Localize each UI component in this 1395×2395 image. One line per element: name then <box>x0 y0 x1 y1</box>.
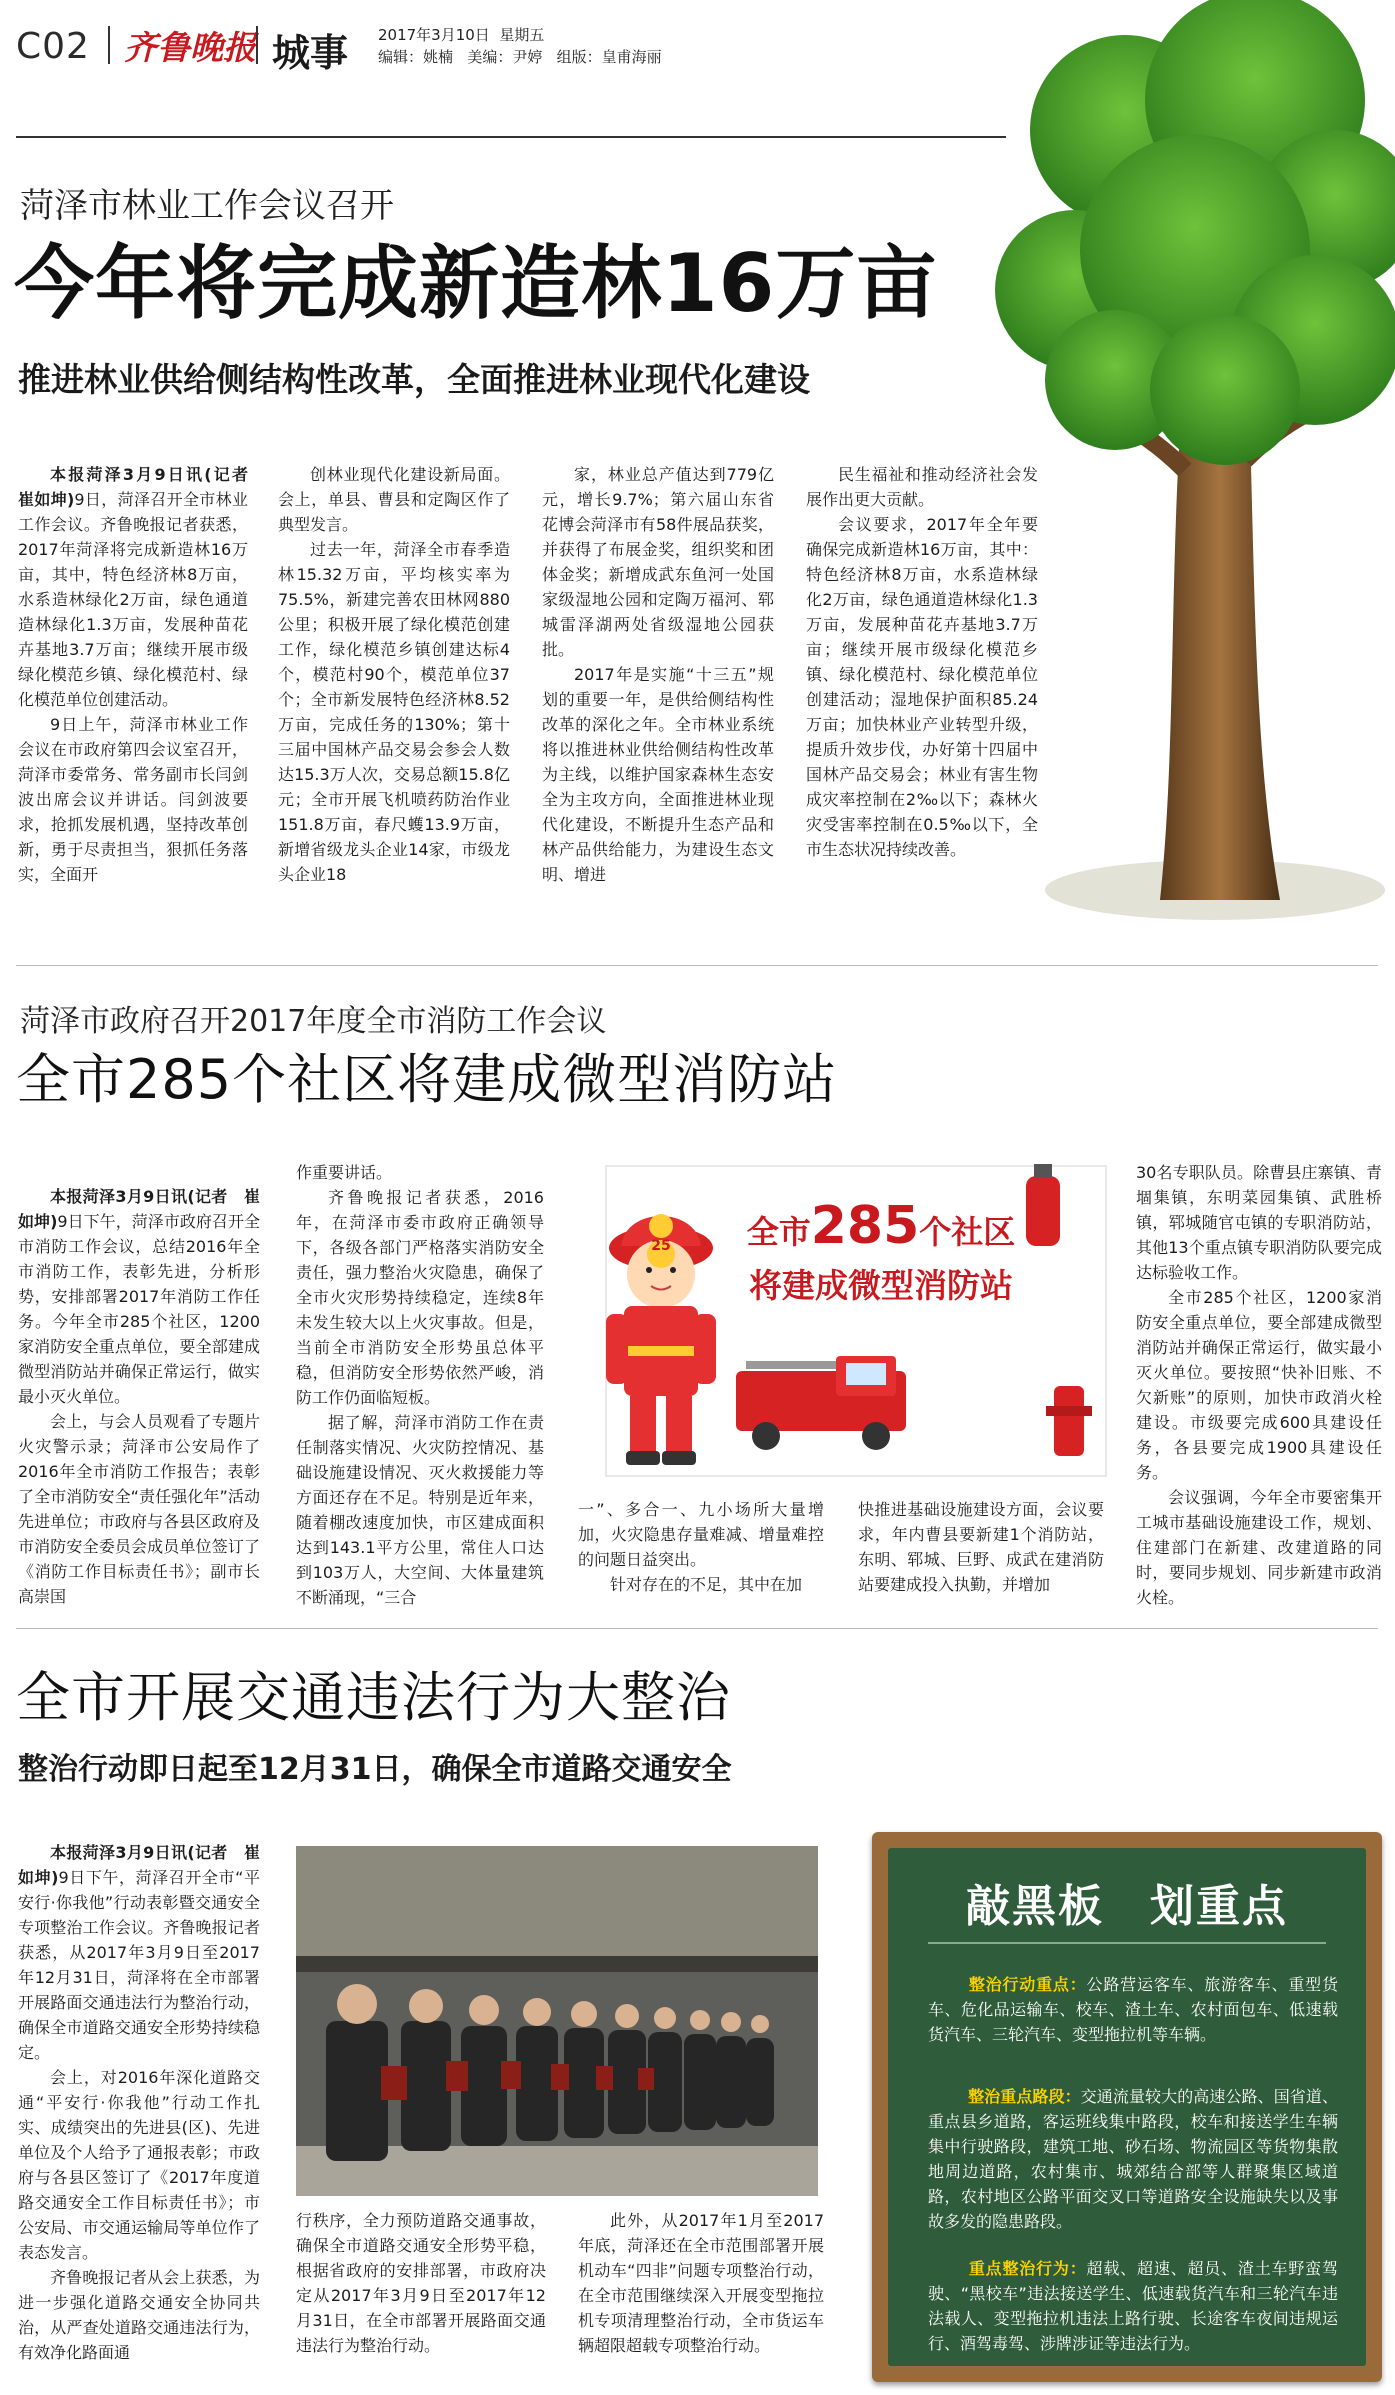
article2-dateline: 本报菏泽3月9日讯(记者 崔如坤) <box>18 1187 260 1231</box>
article2-paragraph: 会上，与会人员观看了专题片火灾警示录；菏泽市公安局作了2016年全市消防工作报告；表彰了全市消防安全“责任强化年”活动先进单位；市政府与各县区政府及市消防安全委员会成员单位签订了《消防工作目标责任书》；副市长高崇国 <box>18 1412 260 1606</box>
article2-paragraph: 会议强调，今年全市要密集开工城市基础设施建设工作，规划、住建部门在新建、改建道路的同时，要同步规划、同步新建市政消火栓。 <box>1136 1488 1382 1607</box>
tree-illustration <box>1005 0 1395 940</box>
article3-paragraph: 此外，从2017年1月至2017年底，菏泽还在全市范围部署开展机动车“四非”问题专项整治行动，在全市范围继续深入开展变型拖拉机专项清理整治行动，全市货运车辆超限超载专项整治行动。 <box>578 2211 824 2355</box>
article3-column-3 <box>578 2208 824 2388</box>
article2-paragraph: 一”、多合一、九小场所大量增加，火灾隐患存量难减、增量难控的问题日益突出。 <box>578 1500 824 1569</box>
blackboard-text: 公路营运客车、旅游客车、重型货车、危化品运输车、校车、渣土车、农村面包车、低速载货汽车、三轮汽车、变型拖拉机等车辆。 <box>928 1975 1338 2044</box>
article3-column-2 <box>296 2208 546 2388</box>
fire-station-graphic <box>586 1156 1126 1486</box>
section-divider <box>16 1628 1378 1629</box>
blackboard-label: 整治行动重点： <box>968 1975 1087 1994</box>
article3-paragraph: 行秩序，全力预防道路交通事故，确保全市道路交通安全形势平稳，根据省政府的安排部署，市政府决定从2017年3月9日至2017年12月31日，在全市部署开展路面交通违法行为整治行动。 <box>296 2211 546 2355</box>
blackboard-text: 超载、超速、超员、渣土车野蛮驾驶、“黑校车”违法接送学生、低速载货汽车和三轮汽车违法载人、变型拖拉机违法上路行驶、长途客车夜间违规运行、酒驾毒驾、涉牌涉证等违法行为。 <box>928 2259 1338 2353</box>
article1-column-4 <box>806 462 1038 912</box>
issue-date <box>378 24 544 45</box>
article3-column-1 <box>18 1840 260 2385</box>
article1-paragraph: 过去一年，菏泽全市春季造林15.32万亩，平均核实率为75.5%，新建完善农田林网880公里；积极开展了绿化模范创建工作，绿化模范乡镇创建达标4个，模范村90个，模范单位37个；全市新发展特色经济林8.52万亩，完成任务的130%；第十三届中国林产品交易会参会人数达15.3万人次，交易总额15.8亿元；全市开展飞机喷药防治作业151.8万亩，春尺蠖13.9万亩，新增省级龙头企业14家，市级龙头企业18 <box>278 540 510 884</box>
article2-kicker: 菏泽市政府召开2017年度全市消防工作会议 <box>20 1004 607 1039</box>
header-divider <box>108 26 110 64</box>
meeting-photo <box>296 1846 818 2196</box>
article2-column-1 <box>18 1184 260 1604</box>
blackboard-item-2 <box>928 2084 1338 2234</box>
article1-paragraph: 9日，菏泽召开全市林业工作会议。齐鲁晚报记者获悉，2017年菏泽将完成新造林16万亩，其中，特色经济林8万亩，水系造林绿化2万亩，绿色通道造林绿化1.3万亩，发展种苗花卉基地3.7万亩；继续开展市级绿化模范乡镇、绿化模范村、绿化模范单位创建活动。 <box>18 490 248 709</box>
blackboard-item-1 <box>928 1972 1338 2047</box>
article2-headline: 全市285个社区将建成微型消防站 <box>16 1048 838 1111</box>
article2-paragraph: 全市285个社区，1200家消防安全重点单位，要全部建成微型消防站并确保正常运行，做实最小灭火单位。要按照“快补旧账、不欠新账”的原则，加快市政消火栓建设。市级要完成600具建设任务，各县要完成1900具建设任务。 <box>1136 1288 1382 1482</box>
graphic-text: 全市 <box>746 1213 811 1251</box>
article2-paragraph: 针对存在的不足，其中在加 <box>610 1575 803 1594</box>
article2-paragraph: 作重要讲话。 <box>296 1163 393 1182</box>
editor-text: 编辑：姚楠 <box>378 48 454 66</box>
article1-paragraph: 会议要求，2017年全年要确保完成新造林16万亩，其中：特色经济林8万亩，水系造林绿化2万亩，绿色通道造林绿化1.3万亩，发展种苗花卉基地3.7万亩；继续开展市级绿化模范乡镇、绿化模范村、绿化模范单位创建活动；湿地保护面积85.24万亩；加快林业产业转型升级，提质升效步伐，办好第十四届中国林产品交易会；林业有害生物成灾率控制在2‰以下；森林火灾受害率控制在0.5‰以下，全市生态状况持续改善。 <box>806 515 1038 859</box>
article3-deck: 整治行动即日起至12月31日，确保全市道路交通安全 <box>18 1752 732 1787</box>
article1-paragraph: 2017年是实施“十三五”规划的重要一年，是供给侧结构性改革的深化之年。全市林业系统将以推进林业供给侧结构性改革为主线，以维护国家森林生态安全为主攻方向，全面推进林业现代化建设，不断提升生态产品和林产品供给能力，为建设生态文明、增进 <box>542 665 774 884</box>
weekday-text: 星期五 <box>499 26 545 44</box>
article3-paragraph: 齐鲁晚报记者从会上获悉，为进一步强化道路交通安全协同共治，从严查处道路交通违法行为，有效净化路面通 <box>18 2268 260 2362</box>
blackboard-label: 重点整治行为： <box>968 2259 1087 2278</box>
article1-paragraph: 9日上午，菏泽市林业工作会议在市政府第四会议室召开，菏泽市委常务、常务副市长闫剑波出席会议并讲话。闫剑波要求，抢抓发展机遇，坚持改革创新，勇于尽责担当，狠抓任务落实，全面开 <box>18 715 248 884</box>
helmet-number: 25 <box>651 1238 671 1254</box>
section-title: 城事 <box>272 31 349 75</box>
article2-paragraph: 9日下午，菏泽市政府召开全市消防工作会议，总结2016年全市消防工作，表彰先进，分析形势，安排部署2017年消防工作任务。今年全市285个社区，1200家消防安全重点单位，要全部建成微型消防站并确保正常运行，做实最小灭火单位。 <box>18 1212 260 1406</box>
article3-dateline: 本报菏泽3月9日讯(记者 崔如坤) <box>18 1843 260 1887</box>
header-rule <box>16 136 1006 138</box>
article3-headline: 全市开展交通违法行为大整治 <box>16 1666 731 1729</box>
graphic-text: 个社区 <box>919 1213 1016 1251</box>
article1-column-1 <box>18 462 265 912</box>
article1-kicker: 菏泽市林业工作会议召开 <box>20 186 394 226</box>
article1-deck: 推进林业供给侧结构性改革，全面推进林业现代化建设 <box>18 360 810 399</box>
article1-paragraph: 民生福祉和推动经济社会发展作出更大贡献。 <box>806 465 1038 509</box>
header-divider <box>256 26 258 64</box>
graphic-caption <box>746 1196 1016 1316</box>
blackboard-item-3 <box>928 2256 1338 2356</box>
art-editor-text: 美编：尹婷 <box>467 48 543 66</box>
graphic-line-2: 将建成微型消防站 <box>749 1266 1013 1305</box>
article3-paragraph: 9日下午，菏泽召开全市“平安行·你我他”行动表彰暨交通安全专项整治工作会议。齐鲁晚报记者获悉，从2017年3月9日至2017年12月31日，菏泽将在全市部署开展路面交通违法行为整治行动，确保全市道路交通安全形势持续稳定。 <box>18 1868 260 2062</box>
article2-paragraph: 据了解，菏泽市消防工作在责任制落实情况、火灾防控情况、基础设施建设情况、灭火救援能力等方面还存在不足。特别是近年来，随着棚改速度加快，市区建成面积达到143.1平方公里，常住人口达到103万人，大空间、大体量建筑不断涌现，“三合 <box>296 1413 544 1607</box>
graphic-line-1 <box>746 1196 1016 1256</box>
article1-column-3 <box>542 462 774 912</box>
article2-paragraph: 齐鲁晚报记者获悉，2016年，在菏泽市委市政府正确领导下，各级各部门严格落实消防安全责任，强力整治火灾隐患，确保了全市火灾形势持续稳定，连续8年未发生较大以上火灾事故。但是，当前全市消防安全形势虽总体平稳，但消防安全形势依然严峻，消防工作仍面临短板。 <box>296 1188 544 1407</box>
blackboard-rule <box>928 1942 1326 1944</box>
page-number: C02 <box>16 26 90 67</box>
article1-headline: 今年将完成新造林16万亩 <box>14 237 938 330</box>
blackboard <box>888 1848 1366 2366</box>
article1-paragraph: 家，林业总产值达到779亿元，增长9.7%；第六届山东省花博会菏泽市有58件展品获奖，并获得了布展金奖，组织奖和团体金奖；新增成武东鱼河一处国家级湿地公园和定陶万福河、郓城雷泽湖两处省级湿地公园获批。 <box>542 465 774 659</box>
article1-paragraph: 创林业现代化建设新局面。会上，单县、曹县和定陶区作了典型发言。 <box>278 465 510 534</box>
article2-column-3 <box>578 1497 824 1607</box>
editor-credits <box>378 46 662 67</box>
article2-paragraph: 快推进基础设施建设方面，会议要求，年内曹县要新建1个消防站，东明、郓城、巨野、成武在建消防站要建成投入执勤，并增加 <box>858 1500 1104 1594</box>
blackboard-text: 交通流量较大的高速公路、国省道、重点县乡道路，客运班线集中路段，校车和接送学生车辆集中行驶路段，建筑工地、砂石场、物流园区等货物集散地周边道路，农村集市、城郊结合部等人群聚集区域道路，农村地区公路平面交叉口等道路安全设施缺失以及事故多发的隐患路段。 <box>928 2087 1338 2231</box>
graphic-number: 285 <box>810 1196 920 1256</box>
layout-editor-text: 组版：皇甫海丽 <box>556 48 662 66</box>
article2-column-4 <box>858 1497 1104 1607</box>
section-divider <box>16 965 1378 966</box>
blackboard-label: 整治重点路段： <box>968 2087 1081 2106</box>
article2-column-2 <box>296 1160 544 1607</box>
blackboard-title: 敲黑板 划重点 <box>966 1881 1288 1932</box>
date-text: 2017年3月10日 <box>378 26 490 44</box>
blackboard-frame <box>872 1832 1382 2382</box>
article1-column-2 <box>278 462 510 912</box>
article3-paragraph: 会上，对2016年深化道路交通“平安行·你我他”行动工作扎实、成绩突出的先进县(区)、先进单位及个人给予了通报表彰；市政府与各县区签订了《2017年度道路交通安全工作目标责任书》；市公安局、市交通运输局等单位作了表态发言。 <box>18 2068 260 2262</box>
article2-paragraph: 30名专职队员。除曹县庄寨镇、青堌集镇，东明菜园集镇、武胜桥镇，郓城随官屯镇的专职消防站，其他13个重点镇专职消防队要完成达标验收工作。 <box>1136 1163 1382 1282</box>
article2-column-5 <box>1136 1160 1382 1607</box>
newspaper-logo: 齐鲁晚报 <box>124 28 256 67</box>
article1-dateline: 本报菏泽3月9日讯(记者 崔如坤) <box>18 465 265 509</box>
